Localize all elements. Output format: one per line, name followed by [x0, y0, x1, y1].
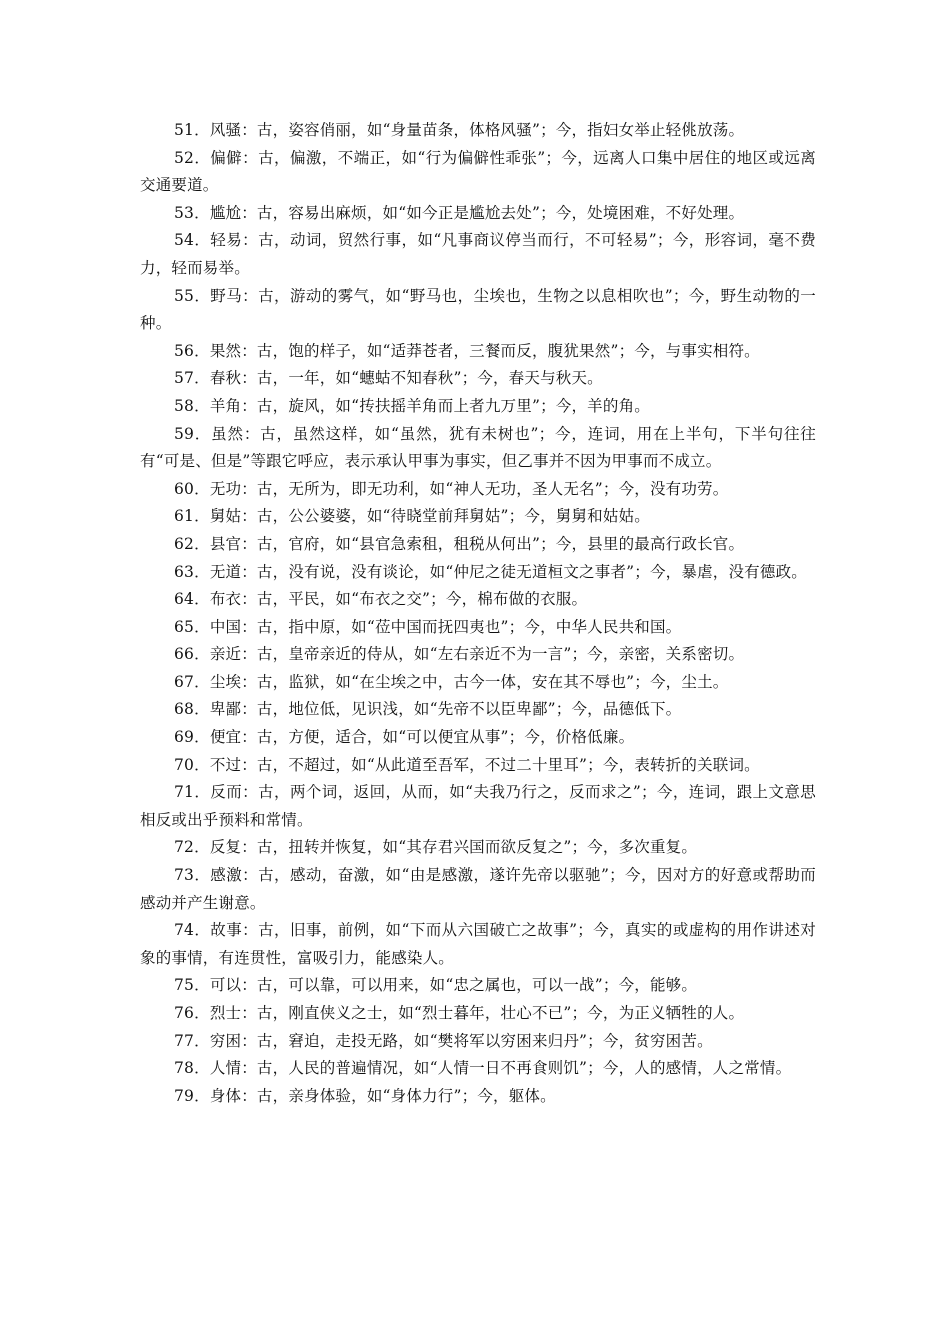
entry-62: 62．县官：古，官府，如“县官急索租，租税从何出”；今，县里的最高行政长官。	[174, 534, 745, 553]
entry-53: 53．尴尬：古，容易出麻烦，如“如今正是尴尬去处”；今，处境困难，不好处理。	[174, 203, 745, 222]
entry-63: 63．无道：古，没有说，没有谈论，如“仲尼之徒无道桓文之事者”；今，暴虐，没有德政。	[174, 562, 807, 581]
entry-72: 72．反复：古，扭转并恢复，如“其存君兴国而欲反复之”；今，多次重复。	[174, 838, 698, 857]
entry-68: 68．卑鄙：古，地位低，见识浅，如“先帝不以臣卑鄙”；今，品德低下。	[174, 700, 682, 719]
entry-70: 70．不过：古，不超过，如“从此道至吾军，不过二十里耳”；今，表转折的关联词。	[174, 755, 760, 774]
entry-74: 74．故事：古，旧事，前例，如“下而从六国破亡之故事”；今，真实的或虚构的用作讲述对象的事情，有连贯性，富吸引力，能感染人。	[140, 921, 816, 967]
entry-58: 58．羊角：古，旋风，如“抟扶摇羊角而上者九万里”；今，羊的角。	[174, 396, 650, 415]
document-page	[140, 117, 816, 1110]
entry-78: 78．人情：古，人民的普遍情况，如“人情一日不再食则饥”；今，人的感情，人之常情。	[174, 1059, 792, 1078]
entry-71: 71．反而：古，两个词，返回，从而，如“夫我乃行之，反而求之”；今，连词，跟上文意思相反或出乎预料和常情。	[140, 783, 816, 829]
entry-56: 56．果然：古，饱的样子，如“适莽苍者，三餐而反，腹犹果然”；今，与事实相符。	[174, 341, 760, 360]
entry-60: 60．无功：古，无所为，即无功利，如“神人无功，圣人无名”；今，没有功劳。	[174, 479, 729, 498]
entry-79: 79．身体：古，亲身体验，如“身体力行”；今，躯体。	[174, 1086, 556, 1105]
entry-76: 76．烈士：古，刚直侠义之士，如“烈士暮年，壮心不已”；今，为正义牺牲的人。	[174, 1004, 745, 1022]
entry-51: 51．风骚：古，姿容俏丽，如“身量苗条，体格风骚”；今，指妇女举止轻佻放荡。	[174, 121, 745, 139]
entry-52: 52．偏僻：古，偏激，不端正，如“行为偏僻性乖张”；今，远离人口集中居住的地区或远离交通要道。	[140, 148, 816, 195]
entry-65: 65．中国：古，指中原，如“莅中国而抚四夷也”；今，中华人民共和国。	[174, 617, 682, 636]
entry-54: 54．轻易：古，动词，贸然行事，如“凡事商议停当而行，不可轻易”；今，形容词，毫不费力，轻而易举。	[140, 231, 816, 277]
entry-77: 77．穷困：古，窘迫，走投无路，如“樊将军以穷困来归丹”；今，贫穷困苦。	[174, 1031, 713, 1050]
entry-75: 75．可以：古，可以靠，可以用来，如“忠之属也，可以一战”；今，能够。	[174, 976, 698, 995]
entry-73: 73．感激：古，感动，奋激，如“由是感激，遂许先帝以驱驰”；今，因对方的好意或帮助而感动并产生谢意。	[140, 866, 816, 912]
entry-64: 64．布衣：古，平民，如“布衣之交”；今，棉布做的衣服。	[174, 590, 588, 609]
entry-67: 67．尘埃：古，监狱，如“在尘埃之中，古今一体，安在其不辱也”；今，尘土。	[174, 672, 729, 691]
entry-66: 66．亲近：古，皇帝亲近的侍从，如“左右亲近不为一言”；今，亲密，关系密切。	[174, 645, 745, 664]
entry-57: 57．春秋：古，一年，如“蟪蛄不知春秋”；今，春天与秋天。	[174, 369, 603, 388]
entry-69: 69．便宜：古，方便，适合，如“可以便宜从事”；今，价格低廉。	[174, 728, 635, 747]
entry-55: 55．野马：古，游动的雾气，如“野马也，尘埃也，生物之以息相吹也”；今，野生动物的一种。	[140, 286, 816, 333]
entry-61: 61．舅姑：古，公公婆婆，如“待晓堂前拜舅姑”；今，舅舅和姑姑。	[174, 507, 650, 526]
entry-59: 59．虽然：古，虽然这样，如“虽然，犹有未树也”；今，连词，用在上半句，下半句往往有“可是、但是”等跟它呼应，表示承认甲事为事实，但乙事并不因为甲事而不成立。	[140, 424, 816, 471]
